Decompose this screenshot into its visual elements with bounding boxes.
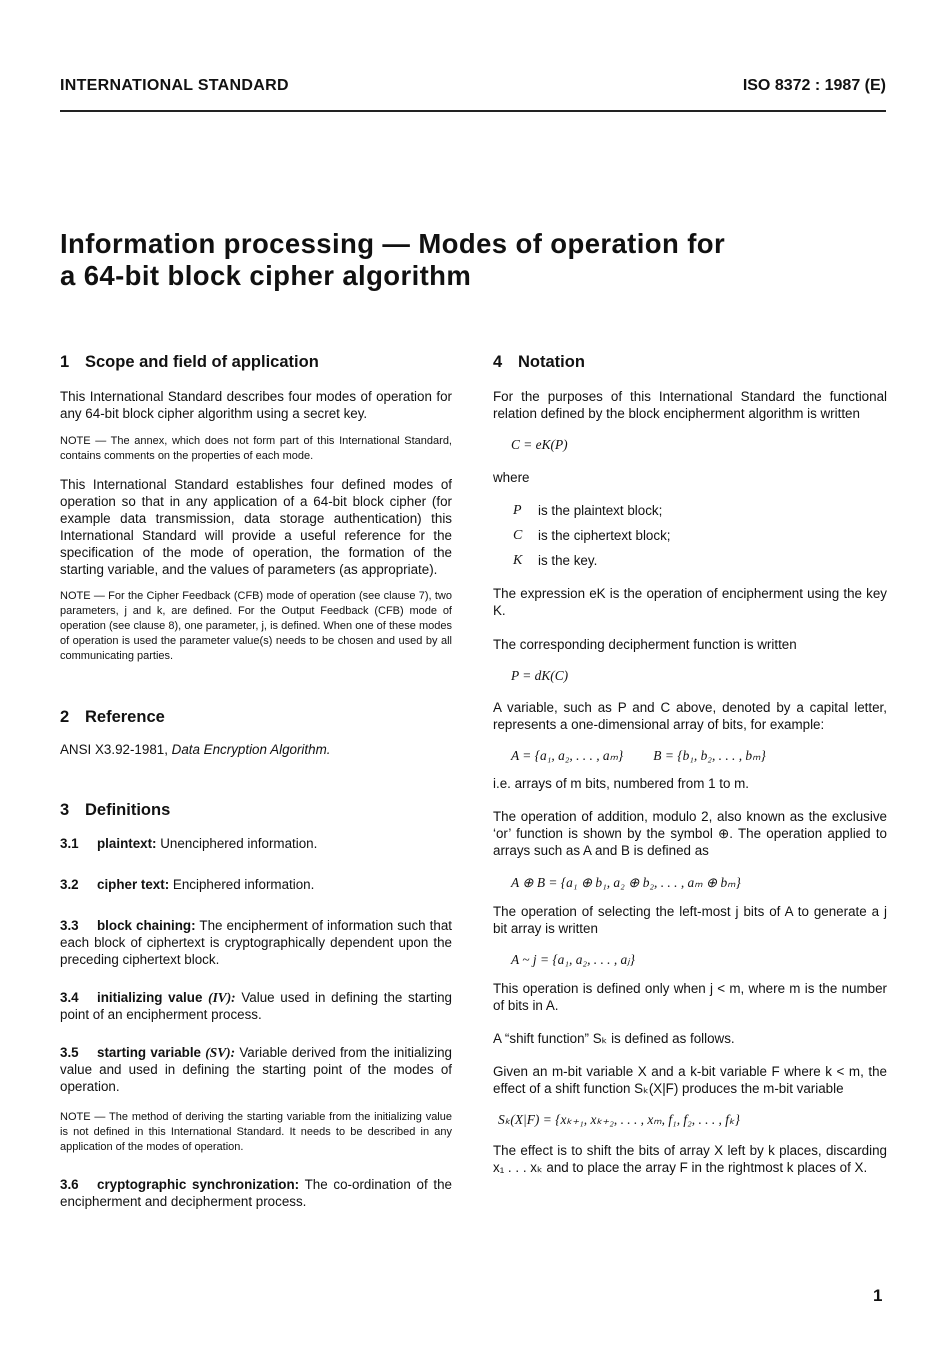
formula-select: A ~ j = {a₁, a₂, . . . , aⱼ} <box>511 952 635 967</box>
section-4-heading: 4 Notation <box>493 353 585 371</box>
s4-paragraph-7: The operation of selecting the left-most j bits of A to generate a j bit array is written <box>493 904 887 936</box>
s4-paragraph-3: The corresponding decipherment function is written <box>493 637 797 652</box>
s1-paragraph-1: This International Standard describes four modes of operation for any 64-bit block cipher algorithm using a secret key. <box>60 389 452 421</box>
formula-shift: Sₖ(X|F) = {xₖ₊₁, xₖ₊₂, . . . , xₘ, f₁, f₂, . . . , fₖ} <box>498 1112 741 1127</box>
s4-paragraph-6: The operation of addition, modulo 2, also known as the exclusive ‘or’ function is shown by the symbol ⊕. The operation applied to arrays such as A and B is defined as <box>493 809 887 858</box>
where-item: C is the ciphertext block; <box>513 528 671 543</box>
s1-note-1: NOTE — The annex, which does not form part of this International Standard, contains comments on the properties of each mode. <box>60 435 452 462</box>
s4-paragraph-1: For the purposes of this International Standard the functional relation defined by the block encipherment algorithm is written <box>493 389 887 421</box>
title-line-2: a 64-bit block cipher algorithm <box>60 260 472 291</box>
page-header <box>60 77 886 99</box>
s4-paragraph-2: The expression eK is the operation of encipherment using the key K. <box>493 586 887 618</box>
s3-note: NOTE — The method of deriving the starting variable from the initializing value is not defined in this International Standard. It needs to be described in any application of the modes of operation. <box>60 1111 452 1153</box>
definition-3-6: 3.6 cryptographic synchronization: The co-ordination of the encipherment and decipherment process. <box>60 1177 453 1209</box>
s4-paragraph-5: i.e. arrays of m bits, numbered from 1 to m. <box>493 776 749 791</box>
left-column <box>60 352 452 1210</box>
s4-paragraph-8: This operation is defined only when j < m, where m is the number of bits in A. <box>493 981 887 1013</box>
formula-xor: A ⊕ B = {a₁ ⊕ b₁, a₂ ⊕ b₂, . . . , aₘ ⊕ bₘ} <box>511 875 741 890</box>
s4-paragraph-10: Given an m-bit variable X and a k-bit variable F where k < m, the effect of a shift function Sₖ(X|F) produces the m-bit variable <box>493 1064 887 1096</box>
definition-3-2: 3.2 cipher text: Enciphered information. <box>60 877 315 892</box>
formula-arrays: A = {a₁, a₂, . . . , aₘ} B = {b₁, b₂, . . . , bₘ} <box>511 748 766 763</box>
s4-paragraph-4: A variable, such as P and C above, denoted by a capital letter, represents a one-dimensional array of bits, for example: <box>493 700 887 732</box>
section-3-heading: 3 Definitions <box>60 801 171 819</box>
where-item: P is the plaintext block; <box>513 503 663 518</box>
definition-3-5: 3.5 starting variable (SV): Variable derived from the initializing value and used in defining the starting point of the modes of operation. <box>60 1045 452 1094</box>
definition-3-1: 3.1 plaintext: Unenciphered information. <box>60 836 318 851</box>
s4-paragraph-11: The effect is to shift the bits of array X left by k places, discarding x₁ . . . xₖ and to place the array F in the rightmost k places of X. <box>493 1143 887 1175</box>
document-title <box>60 228 890 292</box>
reference-entry: ANSI X3.92-1981, Data Encryption Algorithm. <box>60 742 331 757</box>
header-label: INTERNATIONAL STANDARD <box>60 77 289 94</box>
title-line-1: Information processing — Modes of operation for <box>60 228 726 259</box>
formula-decipher: P = dK(C) <box>511 668 569 683</box>
section-1-heading: 1 Scope and field of application <box>60 353 319 371</box>
where-list <box>493 502 887 569</box>
s1-paragraph-2: This International Standard establishes four defined modes of operation so that in any application of a 64-bit block cipher (for example data transmission, data storage authentication) this International Standard will provide a useful reference for the specification of the mode of operation, the formation of the starting variable, and the values of parameters (as appropriate). <box>60 477 452 577</box>
definition-3-4: 3.4 initializing value (IV): Value used in defining the starting point of an encipherment process. <box>60 990 452 1022</box>
standard-number: ISO 8372 : 1987 (E) <box>742 77 886 94</box>
formula-encipher: C = eK(P) <box>511 437 568 452</box>
section-2-heading: 2 Reference <box>60 708 165 726</box>
where-label: where <box>493 470 530 485</box>
right-column <box>493 352 887 1176</box>
definition-3-3: 3.3 block chaining: The encipherment of information such that each block of ciphertext is cryptographically dependent upon the preceding ciphertext block. <box>60 918 452 967</box>
where-item: K is the key. <box>513 553 598 568</box>
page-number: 1 <box>873 1286 883 1305</box>
s4-paragraph-9: A “shift function” Sₖ is defined as follows. <box>493 1031 735 1046</box>
header-rule <box>60 110 886 112</box>
s1-note-2: NOTE — For the Cipher Feedback (CFB) mode of operation (see clause 7), two parameters, j and k, are defined. For the Output Feedback (CFB) mode of operation (see clause 8), one parameter, j, is defined. When one of these modes of operation is used the parameter value(s) needs to be chosen and used by all communicating parties. <box>60 590 452 662</box>
